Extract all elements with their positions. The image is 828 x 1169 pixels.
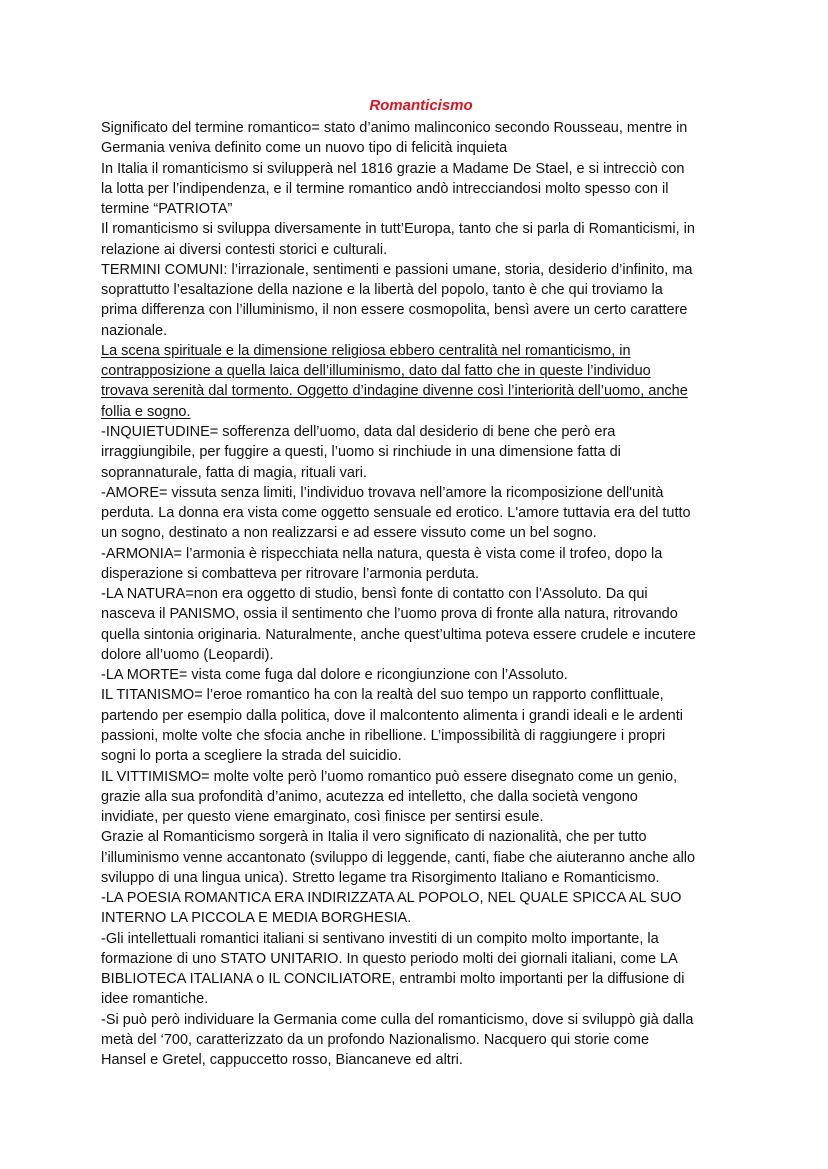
text-line: formazione di uno STATO UNITARIO. In questo periodo molti dei giornali italiani, come LA [101, 950, 678, 967]
document-title: Romanticismo [369, 97, 473, 114]
text-line: relazione ai diversi contesti storici e culturali. [101, 241, 388, 258]
text-line: l’illuminismo venne accantonato (sviluppo di leggende, canti, fiabe che aiuteranno anche allo [101, 849, 696, 866]
underlined-paragraph [101, 341, 741, 422]
text-line: sviluppo di una lingua unica). Stretto legame tra Risorgimento Italiano e Romanticismo. [101, 869, 660, 886]
text-line: Grazie al Romanticismo sorgerà in Italia il vero significato di nazionalità, che per tutto [101, 829, 647, 846]
text-line: La scena spirituale e la dimensione religiosa ebbero centralità nel romanticismo, in [101, 342, 631, 359]
text-line: soprattutto l’esaltazione della nazione e la libertà del popolo, tanto è che qui troviamo la [101, 282, 663, 299]
text-line: In Italia il romanticismo si svilupperà nel 1816 grazie a Madame De Stael, e si intrecciò con [101, 160, 685, 177]
text-line: contrapposizione a quella laica dell’illuminismo, dato dal fatto che in queste l’individuo [101, 363, 651, 380]
text-line: INTERNO LA PICCOLA E MEDIA BORGHESIA. [101, 910, 412, 927]
text-line: -Gli intellettuali romantici italiani si sentivano investiti di un compito molto importante, la [101, 930, 659, 947]
text-line: quella sintonia originaria. Naturalmente, anche quest’ultima poteva essere crudele e incutere [101, 626, 696, 643]
text-line: termine “PATRIOTA” [101, 201, 233, 218]
text-line: idee romantiche. [101, 991, 209, 1008]
text-line: prima differenza con l’illuminismo, il non essere cosmopolita, bensì avere un certo carattere [101, 302, 688, 319]
text-line: la lotta per l’indipendenza, e il termine romantico andò intrecciandosi molto spesso con il [101, 180, 669, 197]
text-line: passioni, molte volte che sfocia anche in ribellione. L’impossibilità di raggiungere i propri [101, 727, 666, 744]
paragraph [101, 584, 741, 665]
text-line: Hansel e Gretel, cappuccetto rosso, Biancaneve ed altri. [101, 1052, 463, 1069]
paragraph [101, 422, 741, 483]
paragraph [101, 665, 741, 685]
text-line: -LA MORTE= vista come fuga dal dolore e ricongiunzione con l’Assoluto. [101, 667, 568, 684]
text-line: partendo per esempio dalla politica, dove il malcontento alimenta i grandi ideali e le ardenti [101, 707, 683, 724]
paragraph [101, 483, 741, 544]
text-line: -AMORE= vissuta senza limiti, l’individuo trovava nell’amore la ricomposizione dell'unità [101, 484, 664, 501]
paragraph [101, 118, 741, 159]
text-line: metà del ‘700, caratterizzato da un profondo Nazionalismo. Nacquero qui storie come [101, 1031, 650, 1048]
paragraph [101, 219, 741, 260]
text-line: -ARMONIA= l’armonia è rispecchiata nella natura, questa è vista come il trofeo, dopo la [101, 545, 663, 562]
text-line: Il romanticismo si sviluppa diversamente in tutt’Europa, tanto che si parla di Romanticismi, in [101, 221, 695, 238]
text-line: IL VITTIMISMO= molte volte però l’uomo romantico può essere disegnato come un genio, [101, 768, 678, 785]
paragraph [101, 767, 741, 828]
text-line: invidiate, per questo viene emarginato, così finisce per sentirsi esule. [101, 809, 544, 826]
paragraph [101, 260, 741, 341]
text-line: -Si può però individuare la Germania come culla del romanticismo, dove si sviluppò già dalla [101, 1011, 694, 1028]
paragraph [101, 544, 741, 585]
paragraph [101, 888, 741, 929]
text-line: grazie alla sua profondità d’animo, acutezza ed intelletto, che dalla società vengono [101, 788, 638, 805]
text-line: perduta. La donna era vista come oggetto sensuale ed erotico. L'amore tuttavia era del tutto [101, 505, 691, 522]
text-line: -LA POESIA ROMANTICA ERA INDIRIZZATA AL POPOLO, NEL QUALE SPICCA AL SUO [101, 890, 682, 907]
text-line: follia e sogno. [101, 403, 191, 420]
text-line: -LA NATURA=non era oggetto di studio, bensì fonte di contatto con l’Assoluto. Da qui [101, 586, 648, 603]
text-line: disperazione si combatteva per ritrovare l’armonia perduta. [101, 565, 479, 582]
text-line: trovava serenità dal tormento. Oggetto d’indagine divenne così l’interiorità dell’uomo, anche [101, 383, 688, 400]
text-line: irraggiungibile, per fuggire a questi, l’uomo si rinchiude in una dimensione fatta di [101, 444, 621, 461]
text-line: BIBLIOTECA ITALIANA o IL CONCILIATORE, entrambi molto importanti per la diffusione di [101, 971, 685, 988]
text-line: -INQUIETUDINE= sofferenza dell’uomo, data dal desiderio di bene che però era [101, 423, 616, 440]
paragraph [101, 685, 741, 766]
text-line: Germania veniva definito come un nuovo tipo di felicità inquieta [101, 140, 508, 157]
document-body [101, 118, 741, 1070]
paragraph [101, 1010, 741, 1071]
text-line: dolore all’uomo (Leopardi). [101, 646, 274, 663]
text-line: un sogno, destinato a non realizzarsi e ad essere vissuto come un bel sogno. [101, 525, 597, 542]
text-line: Significato del termine romantico= stato d’animo malinconico secondo Rousseau, mentre in [101, 120, 688, 136]
text-line: soprannaturale, fatta di magia, rituali vari. [101, 464, 367, 481]
text-line: nazionale. [101, 322, 168, 339]
text-line: sogni lo porta a scegliere la strada del suicidio. [101, 748, 402, 765]
text-line: IL TITANISMO= l’eroe romantico ha con la realtà del suo tempo un rapporto conflittuale, [101, 687, 664, 704]
paragraph [101, 929, 741, 1010]
text-line: nasceva il PANISMO, ossia il sentimento che l’uomo prova di fronte alla natura, ritrovando [101, 606, 678, 623]
paragraph [101, 827, 741, 888]
paragraph [101, 159, 741, 220]
text-line: TERMINI COMUNI: l’irrazionale, sentimenti e passioni umane, storia, desiderio d’infinito, ma [101, 261, 693, 278]
document-page [101, 96, 741, 1070]
